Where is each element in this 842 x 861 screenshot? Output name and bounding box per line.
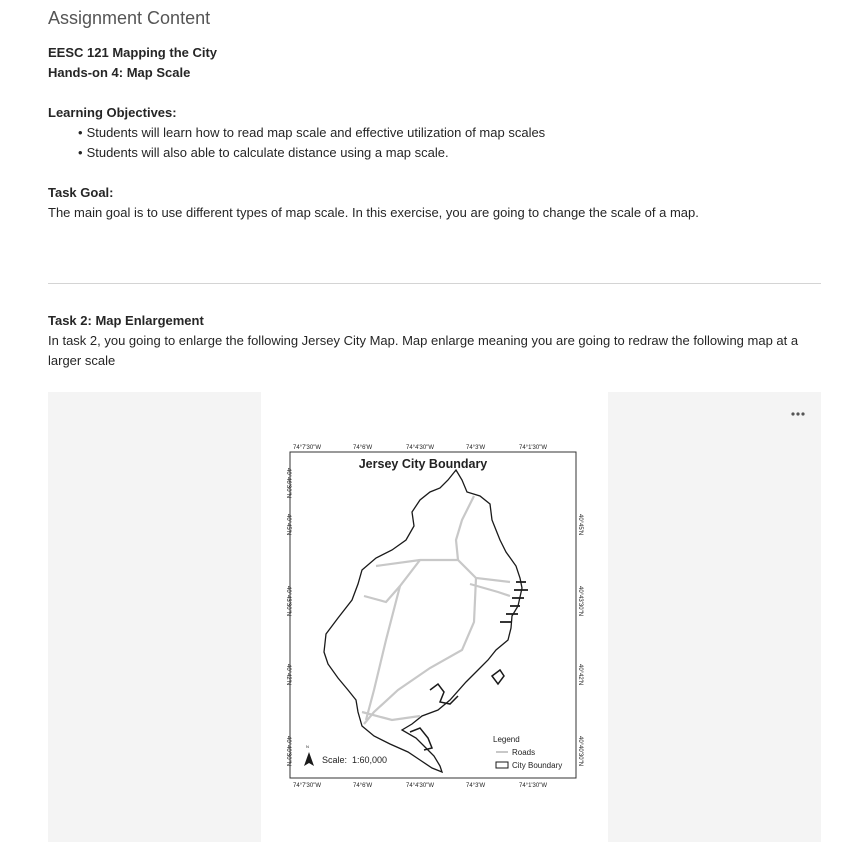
map-frame [290, 452, 576, 778]
task2-text-line1: In task 2, you going to enlarge the following Jersey City Map. Map enlarge meaning you are going to redraw the following map at a [48, 333, 799, 348]
right-tick-label: 40°42'N [577, 664, 583, 686]
legend-boundary-label: City Boundary [512, 761, 563, 770]
objectives-heading: Learning Objectives: [48, 105, 177, 120]
left-tick-label: 40°42'N [285, 664, 291, 686]
task2-text-line2: larger scale [48, 353, 116, 368]
top-tick-label: 74°7'30"W [293, 445, 322, 451]
right-tick-label: 40°40'30"N [577, 736, 583, 767]
legend-title: Legend [493, 735, 520, 744]
task-goal-heading: Task Goal: [48, 185, 114, 200]
left-tick-label: 40°40'30"N [285, 736, 291, 767]
scale-label: Scale: [322, 755, 348, 765]
legend-roads-label: Roads [512, 748, 536, 757]
right-tick-label: 40°45'N [577, 514, 583, 536]
right-tick-label: 40°43'30"N [577, 586, 583, 617]
top-tick-label: 74°4'30"W [406, 445, 435, 451]
bottom-tick-label: 74°6'W [353, 783, 373, 789]
map-title: Jersey City Boundary [358, 457, 488, 471]
top-tick-label: 74°3'W [466, 445, 486, 451]
left-tick-label: 40°43'30"N [285, 586, 291, 617]
bottom-tick-label: 74°4'30"W [406, 783, 435, 789]
bullet-icon: • [78, 125, 83, 140]
hands-on-title: Hands-on 4: Map Scale [48, 65, 191, 80]
task2-heading: Task 2: Map Enlargement [48, 313, 204, 328]
north-label: N [306, 744, 309, 749]
bottom-tick-label: 74°3'W [466, 783, 486, 789]
top-tick-label: 74°1'30"W [519, 445, 548, 451]
objective-text: Students will also able to calculate distance using a map scale. [86, 145, 449, 160]
left-tick-label: 40°45'N [285, 514, 291, 536]
page-title: Assignment Content [48, 8, 211, 28]
top-tick-label: 74°6'W [353, 445, 373, 451]
bullet-icon: • [78, 145, 83, 160]
course-title: EESC 121 Mapping the City [48, 45, 218, 60]
scale-value: 1:60,000 [352, 755, 388, 765]
left-tick-label: 40°46'30"N [285, 468, 291, 499]
objective-text: Students will learn how to read map scale and effective utilization of map scales [86, 125, 546, 140]
bottom-tick-label: 74°7'30"W [293, 783, 322, 789]
bottom-tick-label: 74°1'30"W [519, 783, 548, 789]
task-goal-text: The main goal is to use different types of map scale. In this exercise, you are going to change the scale of a map. [48, 205, 699, 220]
